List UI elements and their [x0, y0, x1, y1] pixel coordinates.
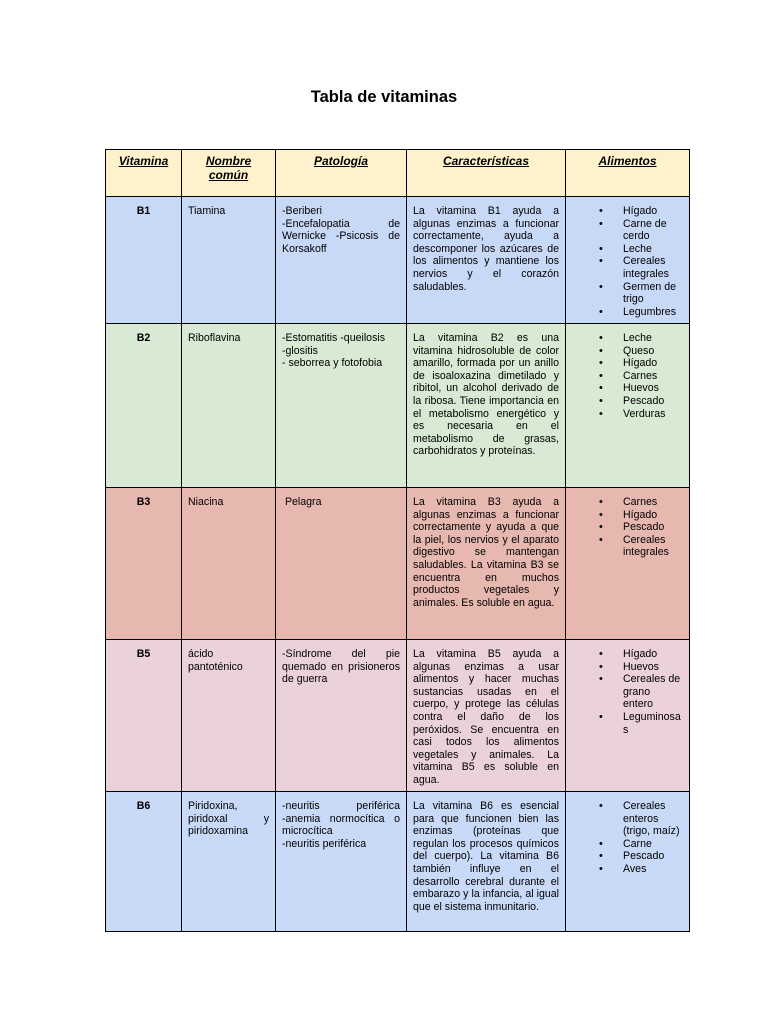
food-list: [572, 648, 683, 736]
cell-caracteristicas: La vitamina B2 es una vitamina hidrosoluble de color amarillo, formada por un anillo de isoaloxazina dimetilado y ribitol, un alcohol derivado de la ribosa. Tiene importancia en el metabolismo energético y es necesaria en el metabolismo de grasas, carbohidratos y proteínas.: [407, 324, 566, 488]
food-list: [572, 205, 683, 318]
list-item: • Carne de cerdo: [572, 218, 683, 243]
pathology-line: -anemia normocítica o microcítica: [282, 812, 400, 838]
cell-vitamina: B2: [106, 324, 182, 488]
cell-alimentos: [566, 792, 690, 932]
cell-caracteristicas: La vitamina B3 ayuda a algunas enzimas a funcionar correctamente y ayuda a que la piel, los nervios y el aparato digestivo se mantengan saludables. La vitamina B3 se encuentra en muchos productos vegetales y animales. Es soluble en agua.: [407, 488, 566, 640]
list-item: • Hígado: [572, 205, 683, 218]
table-row: [106, 197, 690, 324]
food-list: [572, 800, 683, 876]
cell-patologia: [276, 324, 407, 488]
cell-alimentos: [566, 324, 690, 488]
list-item: • Queso: [572, 345, 683, 358]
list-item: • Carnes: [572, 496, 683, 509]
cell-nombre: Niacina: [182, 488, 276, 640]
list-item: • Cereales de grano entero: [572, 673, 683, 711]
list-item: • Leche: [572, 332, 683, 345]
table-row: [106, 640, 690, 792]
cell-caracteristicas: La vitamina B5 ayuda a algunas enzimas a usar alimentos y hacer muchas sustancias usadas en el cuerpo, y protege las células contra el daño de los peróxidos. Se encuentra en casi todos los alimentos vegetales y animales. La vitamina B5 es soluble en agua.: [407, 640, 566, 792]
food-list: [572, 332, 683, 420]
list-item: • Cereales integrales: [572, 534, 683, 559]
list-item: • Leguminosas: [572, 711, 683, 736]
cell-nombre: ácido pantoténico: [182, 640, 276, 792]
pathology-line: -neuritis periférica: [282, 800, 400, 812]
cell-patologia: [276, 792, 407, 932]
table-row: [106, 324, 690, 488]
pathology-line: -Síndrome del pie quemado en prisioneros de guerra: [282, 648, 400, 686]
cell-alimentos: [566, 488, 690, 640]
list-item: • Aves: [572, 863, 683, 876]
vitamins-table: [105, 149, 690, 932]
cell-vitamina: B6: [106, 792, 182, 932]
cell-alimentos: [566, 197, 690, 324]
cell-alimentos: [566, 640, 690, 792]
list-item: • Pescado: [572, 521, 683, 534]
list-item: • Germen de trigo: [572, 281, 683, 306]
cell-caracteristicas: La vitamina B6 es esencial para que funcionen bien las enzimas (proteínas que regulan los procesos químicos del cuerpo). La vitamina B6 también influye en el desarrollo cerebral durante el embarazo y la infancia, al igual que el sistema inmunitario.: [407, 792, 566, 932]
cell-patologia: [276, 640, 407, 792]
list-item: • Cereales enteros (trigo, maíz): [572, 800, 683, 838]
cell-vitamina: B1: [106, 197, 182, 324]
list-item: • Hígado: [572, 509, 683, 522]
header-alimentos: Alimentos: [566, 150, 690, 197]
cell-patologia: [276, 197, 407, 324]
list-item: • Pescado: [572, 395, 683, 408]
pathology-line: -glositis: [282, 344, 318, 357]
cell-caracteristicas: La vitamina B1 ayuda a algunas enzimas a funcionar correctamente, ayuda a descomponer los azúcares de los alimentos y mantiene los nervios y el corazón saludables.: [407, 197, 566, 324]
list-item: • Verduras: [572, 408, 683, 421]
list-item: • Cereales integrales: [572, 255, 683, 280]
pathology-line: -neuritis periférica: [282, 837, 367, 850]
table-header-row: [106, 150, 690, 197]
cell-vitamina: B3: [106, 488, 182, 640]
page-title: Tabla de vitaminas: [310, 88, 458, 106]
list-item: • Hígado: [572, 357, 683, 370]
cell-nombre: Tiamina: [182, 197, 276, 324]
cell-patologia: [276, 488, 407, 640]
header-caracteristicas: Características: [407, 150, 566, 197]
header-vitamina: Vitamina: [106, 150, 182, 197]
list-item: • Legumbres: [572, 306, 683, 319]
list-item: • Huevos: [572, 661, 683, 674]
pathology-line: - seborrea y fotofobia: [282, 357, 383, 370]
header-patologia: Patología: [276, 150, 407, 197]
table-row: [106, 488, 690, 640]
list-item: • Huevos: [572, 382, 683, 395]
header-nombre-comun: Nombre común: [182, 150, 276, 197]
cell-nombre: Riboflavina: [182, 324, 276, 488]
pathology-line: Pelagra: [282, 496, 322, 508]
table-row: [106, 792, 690, 932]
list-item: • Hígado: [572, 648, 683, 661]
pathology-line: -Encefalopatia de Wernicke -Psicosis de Korsakoff: [282, 217, 400, 255]
cell-nombre: Piridoxina, piridoxal y piridoxamina: [182, 792, 276, 932]
list-item: • Pescado: [572, 850, 683, 863]
list-item: • Leche: [572, 243, 683, 256]
list-item: • Carnes: [572, 370, 683, 383]
pathology-line: -Estomatitis -queilosis: [282, 332, 386, 344]
list-item: • Carne: [572, 838, 683, 851]
pathology-line: -Beriberi: [282, 205, 323, 217]
cell-vitamina: B5: [106, 640, 182, 792]
food-list: [572, 496, 683, 559]
